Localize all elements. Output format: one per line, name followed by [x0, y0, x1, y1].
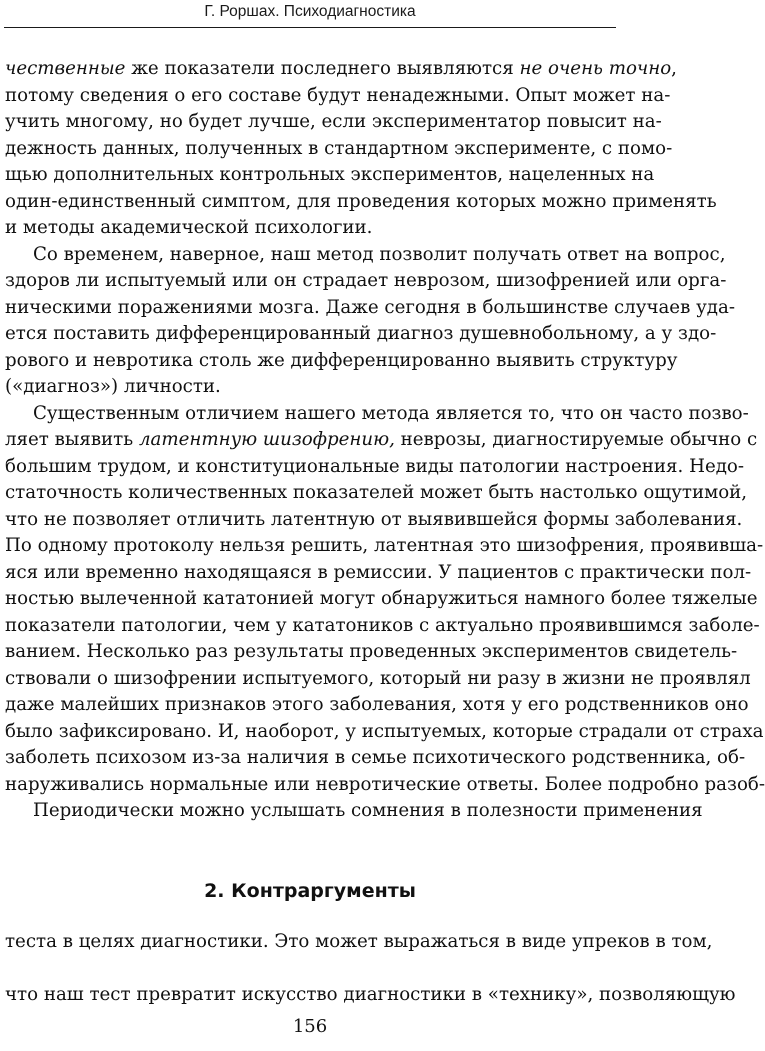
text-line: («диагноз») личности.	[5, 376, 221, 397]
text-line: Существенным отличием нашего метода является то, что он часто позво-	[33, 402, 749, 424]
text-line: По одному протоколу нельзя решить, латентная это шизофрения, проявивша-	[5, 535, 764, 556]
text-line	[5, 55, 677, 83]
text-line: рового и невротика столь же дифференцированно выявить структуру	[5, 349, 678, 371]
header-rule	[4, 27, 616, 28]
running-header: Г. Роршах. Психодиагностика	[204, 3, 416, 20]
text-line: щью дополнительных контрольных экспериментов, нацеленных на	[5, 164, 655, 185]
text-line: большим трудом, и конституциональные виды патологии настроения. Недо-	[5, 455, 745, 477]
section-heading: 2. Контраргументы	[204, 880, 416, 902]
text-line: даже малейших признаков этого заболевания, хотя у его родственников оно	[5, 694, 749, 715]
line-text: же показатели последнего выявляются	[125, 58, 520, 79]
text-line: показатели патологии, чем у кататоников с актуально проявившимся заболе-	[5, 614, 760, 636]
text-line: яся или временно находящаяся в ремиссии. У пациентов с практически пол-	[5, 561, 752, 583]
text-line: и методы академической психологии.	[5, 217, 373, 238]
text-line: ническими поражениями мозга. Даже сегодня в большинстве случаев уда-	[5, 296, 735, 318]
text-line: один-единственный симптом, для проведения которых можно применять	[5, 190, 717, 212]
text-line: ствовали о шизофрении испытуемого, который ни разу в жизни не проявлял	[5, 667, 751, 689]
text-line: потому сведения о его составе будут ненадежными. Опыт может на-	[5, 84, 671, 106]
emphasis: латентную шизофрению,	[138, 429, 395, 450]
text-line: ванием. Несколько раз результаты проведенных экспериментов свидетель-	[5, 641, 738, 662]
text-line: ется поставить дифференцированный диагноз душевнобольному, а у здо-	[5, 323, 717, 344]
text-line	[5, 426, 758, 454]
text-line: статочность количественных показателей может быть настолько ощутимой,	[5, 482, 748, 503]
line-text: ,	[671, 58, 677, 79]
text-line: учить многому, но будет лучше, если экспериментатор повысит на-	[5, 111, 662, 132]
page-number: 156	[292, 1016, 328, 1037]
text-line: дежность данных, полученных в стандартном эксперименте, с помо-	[5, 137, 673, 159]
text-line: Периодически можно услышать сомнения в полезности применения	[33, 800, 703, 821]
emphasis: чественные	[5, 58, 126, 79]
text-line: здоров ли испытуемый или он страдает неврозом, шизофренией или орга-	[5, 270, 727, 291]
text-line: заболеть психозом из-за наличия в семье психотического родственника, об-	[5, 747, 746, 768]
text-line: ностью вылеченной кататонией могут обнаружиться намного более тяжелые	[5, 588, 758, 609]
text-line: Со временем, наверное, наш метод позволит получать ответ на вопрос,	[33, 243, 726, 265]
text-line: было зафиксировано. И, наоборот, у испытуемых, которые страдали от страха	[5, 720, 764, 742]
text-line: наруживались нормальные или невротические ответы. Более подробно разоб-	[5, 773, 765, 795]
line-text: ляет выявить	[5, 429, 139, 450]
text-line: что не позволяет отличить латентную от выявившейся формы заболевания.	[5, 508, 743, 530]
line-text: неврозы, диагностируемые обычно с	[394, 429, 758, 450]
text-line: что наш тест превратит искусство диагностики в «технику», позволяющую	[5, 984, 736, 1005]
text-line: теста в целях диагностики. Это может выражаться в виде упреков в том,	[5, 931, 713, 952]
emphasis: не очень точно	[519, 58, 672, 79]
